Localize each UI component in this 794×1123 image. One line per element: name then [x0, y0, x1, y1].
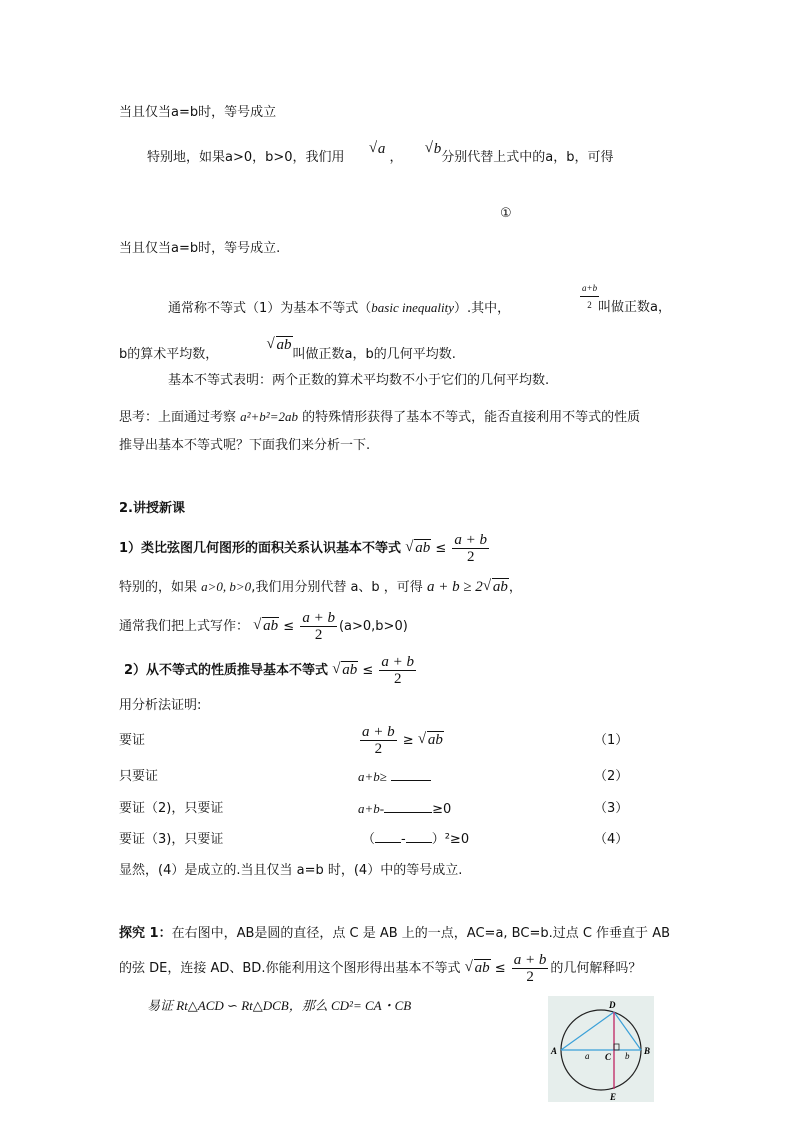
- proof-step-4-expr: （ - ）²≥0: [362, 832, 470, 847]
- equation-marker: ①: [500, 206, 512, 221]
- proof-tag-1: （1）: [594, 733, 629, 748]
- para-think-2: 推导出基本不等式呢？下面我们来分析一下.: [119, 438, 371, 453]
- sub-1-usual: 通常我们把上式写作： √ ab ≤ $\frac{a + b}{2}$ (a>0,b>0): [119, 610, 408, 643]
- proof-tag-3: （3）: [594, 801, 629, 816]
- segment-ad: [561, 1012, 614, 1050]
- answer-blank[interactable]: [375, 842, 401, 843]
- comma: ，: [389, 150, 403, 165]
- english-term: basic inequality: [371, 300, 454, 315]
- proof-step-1-expr: $\frac{a + b}{2}$ ≥ √ ab: [362, 724, 443, 757]
- expr-a2-b2: a²+b²=2ab: [240, 409, 298, 424]
- similar-triangles-line: 易证 Rt△ACD ∽ Rt△DCB，那么 CD²= CA・CB: [147, 998, 412, 1013]
- para-basic-inequality: 通常称不等式（1）为基本不等式（basic inequality）.其中，: [168, 300, 511, 316]
- para-geometric-mean: b的算术平均数， √ ab叫做正数a，b的几何平均数.: [119, 336, 456, 362]
- label-c-point: C: [605, 1052, 612, 1062]
- label-a-point: A: [551, 1046, 558, 1056]
- answer-blank[interactable]: [391, 780, 431, 781]
- sqrt-b: √ b: [424, 140, 442, 157]
- text-prefix: 特别地，如果a>0，b>0，我们用: [147, 150, 345, 165]
- label-length-a: a: [585, 1051, 590, 1061]
- sqrt-ab: √ ab: [266, 336, 292, 353]
- sqrt-a: √ a: [368, 140, 386, 157]
- explore-line-2: 的弦 DE，连接 AD、BD.你能利用这个图形得出基本不等式 √ ab ≤ $\frac{a + b}{2}$ 的几何解释吗？: [119, 952, 642, 985]
- fraction-arith-mean: $\frac{a+b}{2}$: [578, 280, 601, 313]
- explore-line-1: 探究 1：在右图中，AB是圆的直径，点 C 是 AB 上的一点，AC=a, BC=b.过点 C 作垂直于 AB: [119, 926, 671, 941]
- circle-figure: [548, 996, 654, 1102]
- proof-conclusion: 显然，(4）是成立的.当且仅当 a=b 时，(4）中的等号成立.: [119, 863, 463, 878]
- proof-step-2-left: 只要证: [119, 769, 159, 784]
- proof-step-4-left: 要证（3)，只要证: [119, 832, 224, 847]
- proof-step-2-expr: a+b≥: [358, 768, 431, 787]
- right-angle-mark: [614, 1044, 619, 1050]
- text-arith-mean-suffix: 叫做正数a，: [598, 300, 671, 315]
- proof-step-3-expr: a+b- ≥0: [358, 801, 452, 817]
- answer-blank[interactable]: [406, 842, 432, 843]
- para-special-case: [147, 140, 614, 167]
- sub-1-special: 特别的，如果 a>0, b>0,我们用分别代替 a、b ，可得 a + b ≥ 2 √ ab，: [119, 578, 522, 595]
- sub-2: 2）从不等式的性质推导基本不等式 √ ab ≤ $\frac{a + b}{2}$: [124, 654, 414, 687]
- para-think: 思考：上面通过考察 a²+b²=2ab 的特殊情形获得了基本不等式，能否直接利用不等式的性质: [119, 409, 641, 425]
- analysis-intro: 用分析法证明:: [119, 698, 202, 713]
- answer-blank[interactable]: [384, 812, 432, 813]
- proof-tag-2: （2）: [594, 769, 629, 784]
- label-d-point: D: [609, 1000, 616, 1010]
- para-equality-condition: 当且仅当a=b时，等号成立: [119, 105, 277, 120]
- para-statement: 基本不等式表明：两个正数的算术平均数不小于它们的几何平均数.: [168, 373, 550, 388]
- proof-tag-4: （4）: [594, 832, 629, 847]
- proof-step-3-left: 要证（2)，只要证: [119, 801, 224, 816]
- sub-1: 1）类比弦图几何图形的面积关系认识基本不等式 √ ab ≤ $\frac{a + b}{2}$: [119, 532, 487, 565]
- label-length-b: b: [625, 1051, 630, 1061]
- label-e-point: E: [610, 1092, 617, 1102]
- label-b-point: B: [644, 1046, 651, 1056]
- para-equality-condition-2: 当且仅当a=b时，等号成立.: [119, 241, 281, 256]
- section-heading: 2.讲授新课: [119, 501, 185, 516]
- circle-figure-svg: [548, 996, 654, 1102]
- proof-step-1-left: 要证: [119, 733, 146, 748]
- text-suffix: 分别代替上式中的a，b，可得: [441, 150, 614, 165]
